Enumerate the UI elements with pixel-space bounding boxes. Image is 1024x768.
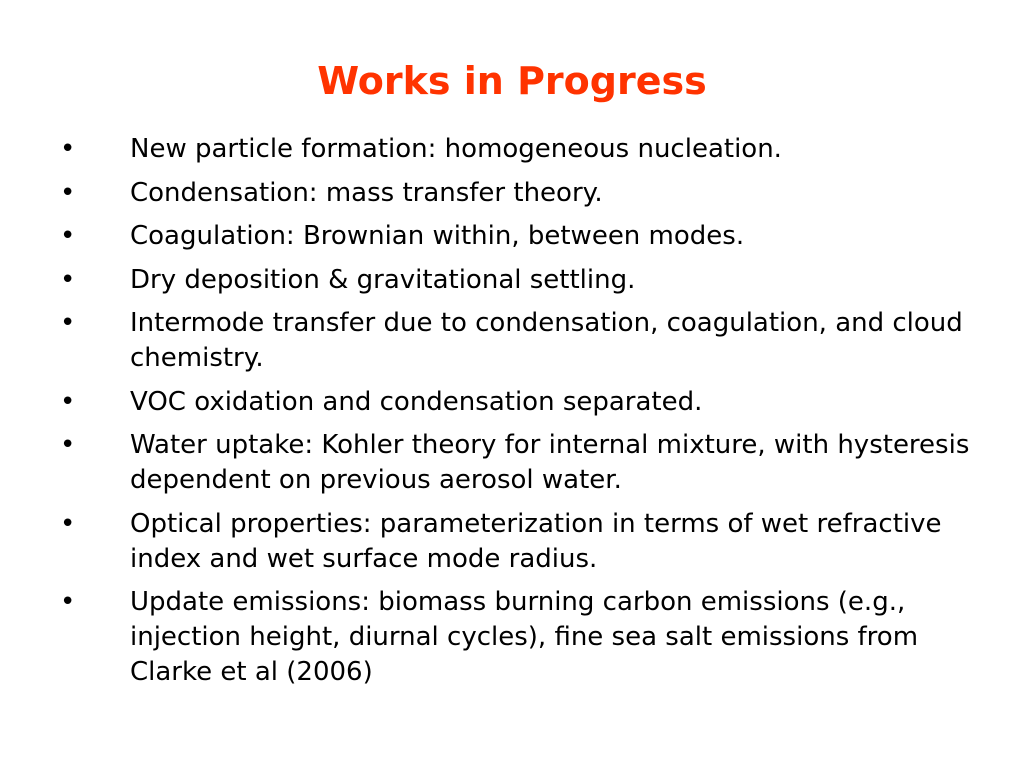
- bullet-icon: •: [60, 308, 76, 338]
- bullet-text: Dry deposition & gravitational settling.: [130, 264, 636, 295]
- bullet-item-water-uptake: [0, 428, 1024, 498]
- bullet-item-new-particle-formation: [0, 132, 1024, 167]
- bullet-list: [0, 132, 1024, 699]
- bullet-item-condensation: [0, 176, 1024, 211]
- bullet-icon: •: [60, 508, 76, 539]
- bullet-icon: •: [60, 386, 76, 417]
- bullet-icon: •: [60, 134, 76, 164]
- bullet-text: Update emissions: biomass burning carbon emissions (e.g., injection height, diurnal cycles), fine sea salt emissions from Clarke et al (2006): [130, 587, 919, 687]
- bullet-item-update-emissions: [0, 585, 1024, 690]
- bullet-text: New particle formation: homogeneous nucleation.: [130, 134, 782, 164]
- bullet-text: Optical properties: parameterization in terms of wet refractive index and wet surface mode radius.: [130, 508, 942, 574]
- bullet-item-coagulation: [0, 219, 1024, 254]
- bullet-icon: •: [60, 587, 76, 617]
- bullet-item-optical-properties: [0, 507, 1024, 577]
- bullet-icon: •: [60, 430, 76, 460]
- bullet-text: Condensation: mass transfer theory.: [130, 177, 603, 208]
- bullet-text: Intermode transfer due to condensation, coagulation, and cloud chemistry.: [130, 308, 963, 373]
- bullet-text: Water uptake: Kohler theory for internal mixture, with hysteresis dependent on previous aerosol water.: [130, 430, 970, 495]
- bullet-text: VOC oxidation and condensation separated.: [130, 386, 703, 417]
- bullet-icon: •: [60, 264, 76, 295]
- bullet-item-dry-deposition: [0, 263, 1024, 298]
- bullet-icon: •: [60, 177, 76, 208]
- slide-title: Works in Progress: [317, 59, 707, 103]
- bullet-icon: •: [60, 221, 76, 251]
- bullet-text: Coagulation: Brownian within, between modes.: [130, 221, 745, 251]
- bullet-item-intermode-transfer: [0, 306, 1024, 376]
- bullet-item-voc-oxidation: [0, 385, 1024, 420]
